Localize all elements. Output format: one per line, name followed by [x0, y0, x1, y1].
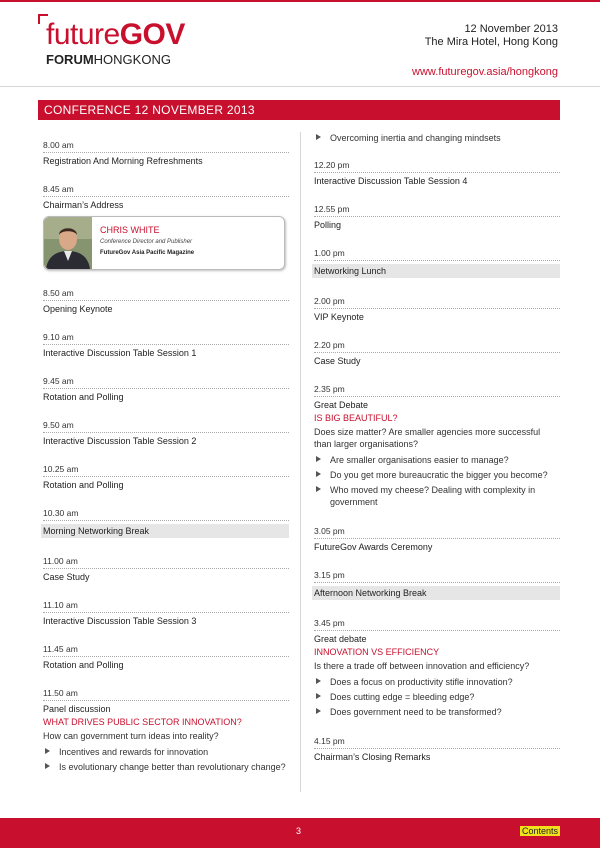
session-title: Case Study: [314, 356, 361, 366]
schedule-item: [43, 644, 289, 670]
logo-subtitle: [46, 53, 171, 67]
column-divider: [300, 132, 301, 792]
schedule-item: [43, 288, 289, 314]
bullet-triangle-icon: [316, 456, 321, 462]
session-title: Afternoon Networking Break: [312, 586, 560, 600]
bullet-text: Incentives and rewards for innovation: [59, 747, 209, 757]
session-title: Registration And Morning Refreshments: [43, 156, 203, 166]
session-subheading: IS BIG BEAUTIFUL?: [314, 413, 398, 423]
session-time: 1.00 pm: [314, 248, 560, 261]
session-title: Panel discussion: [43, 704, 111, 714]
schedule-item: [314, 204, 560, 230]
logo-gov: GOV: [119, 18, 185, 51]
schedule-item: [314, 736, 560, 762]
session-title: Polling: [314, 220, 342, 230]
event-date: 12 November 2013: [464, 23, 558, 35]
session-time: 8.45 am: [43, 184, 289, 197]
bullet-text: Who moved my cheese? Dealing with complexity in government: [330, 485, 536, 507]
logo-city: HONGKONG: [93, 52, 171, 67]
schedule-item: [314, 570, 560, 600]
bullet-text: Does a focus on productivity stifle innovation?: [330, 677, 513, 687]
session-time: 9.50 am: [43, 420, 289, 433]
session-title: Interactive Discussion Table Session 2: [43, 436, 197, 446]
session-time: 3.45 pm: [314, 618, 560, 631]
session-title: Opening Keynote: [43, 304, 113, 314]
schedule-item: [43, 600, 289, 626]
bullet-text: Does cutting edge = bleeding edge?: [330, 692, 475, 702]
session-time: 11.00 am: [43, 556, 289, 569]
avatar: [44, 217, 92, 269]
session-time: 11.45 am: [43, 644, 289, 657]
bullet-triangle-icon: [316, 134, 321, 140]
schedule-item: [43, 376, 289, 402]
session-time: 8.50 am: [43, 288, 289, 301]
bullet-text: Do you get more bureaucratic the bigger you become?: [330, 470, 548, 480]
logo-forum: FORUM: [46, 52, 94, 67]
session-time: 11.10 am: [43, 600, 289, 613]
schedule-item: [43, 140, 289, 166]
session-title: Interactive Discussion Table Session 3: [43, 616, 197, 626]
header-divider: [0, 86, 600, 87]
speaker-role: Conference Director and Publisher: [100, 239, 193, 245]
session-title: VIP Keynote: [314, 312, 364, 322]
bullet-text: Are smaller organisations easier to manage?: [330, 455, 509, 465]
schedule-item: [314, 384, 560, 508]
schedule-item: [43, 508, 289, 538]
session-title: Chairman’s Closing Remarks: [314, 752, 431, 762]
header-top-rule: [0, 0, 600, 2]
bullet-triangle-icon: [316, 471, 321, 477]
bullet-triangle-icon: [45, 763, 50, 769]
schedule-item: [43, 556, 289, 582]
schedule-item: [314, 340, 560, 366]
session-time: 4.15 pm: [314, 736, 560, 749]
session-title: Rotation and Polling: [43, 660, 124, 670]
session-description: Does size matter? Are smaller agencies more successful than larger organisations?: [314, 427, 541, 449]
speaker-photo: [44, 217, 92, 269]
bullet-item: [43, 746, 289, 758]
session-bullet-list: [314, 676, 560, 718]
logo-future: future: [46, 18, 120, 51]
session-title: Interactive Discussion Table Session 4: [314, 176, 468, 186]
session-description: How can government turn ideas into reality?: [43, 731, 219, 741]
bullet-triangle-icon: [316, 708, 321, 714]
session-subheading: INNOVATION VS EFFICIENCY: [314, 647, 440, 657]
schedule-item: [43, 332, 289, 358]
session-title: Chairman’s Address: [43, 200, 124, 210]
bullet-item: [314, 706, 560, 718]
session-title: Great debate: [314, 634, 367, 644]
bullet-triangle-icon: [316, 693, 321, 699]
session-time: 11.50 am: [43, 688, 289, 701]
schedule-item: [314, 248, 560, 278]
schedule-item: [43, 184, 289, 270]
conference-title-bar: [38, 100, 560, 120]
bullet-item: [314, 484, 560, 508]
session-time: 9.45 am: [43, 376, 289, 389]
bullet-text: Is evolutionary change better than revolutionary change?: [59, 762, 286, 772]
schedule-item: [314, 526, 560, 552]
session-title: Networking Lunch: [312, 264, 560, 278]
header: [0, 0, 600, 86]
speaker-name: CHRIS WHITE: [100, 225, 160, 235]
speaker-organization: FutureGov Asia Pacific Magazine: [100, 250, 195, 256]
session-title: Rotation and Polling: [43, 480, 124, 490]
session-time: 3.05 pm: [314, 526, 560, 539]
session-title: Case Study: [43, 572, 90, 582]
session-title: Interactive Discussion Table Session 1: [43, 348, 197, 358]
session-title: Rotation and Polling: [43, 392, 124, 402]
event-url-link[interactable]: www.futuregov.asia/hongkong: [412, 66, 558, 78]
session-description: Is there a trade off between innovation and efficiency?: [314, 661, 530, 671]
session-time: 12.20 pm: [314, 160, 560, 173]
right-column: [314, 128, 560, 762]
schedule-item: [43, 464, 289, 490]
bullet-item: [43, 761, 289, 773]
bullet-text: Overcoming inertia and changing mindsets: [330, 133, 501, 143]
schedule-item: [314, 160, 560, 186]
page-number: 3: [296, 826, 302, 836]
session-time: 2.20 pm: [314, 340, 560, 353]
session-time: 12.55 pm: [314, 204, 560, 217]
logo-wordmark: [46, 20, 185, 50]
session-time: 10.25 am: [43, 464, 289, 477]
event-venue: The Mira Hotel, Hong Kong: [424, 36, 558, 48]
footer: [0, 818, 600, 848]
session-time: 2.35 pm: [314, 384, 560, 397]
schedule-item: [314, 296, 560, 322]
schedule-item: [314, 618, 560, 718]
bullet-triangle-icon: [45, 748, 50, 754]
schedule-item: [43, 688, 289, 773]
session-title: Great Debate: [314, 400, 369, 410]
bullet-item: [314, 676, 560, 688]
bullet-triangle-icon: [316, 486, 321, 492]
session-time: 9.10 am: [43, 332, 289, 345]
contents-button[interactable]: Contents: [522, 826, 559, 836]
bullet-item: [314, 469, 560, 481]
session-time: 10.30 am: [43, 508, 289, 521]
session-bullet-list: [43, 746, 289, 773]
bullet-triangle-icon: [316, 678, 321, 684]
session-time: 8.00 am: [43, 140, 289, 153]
left-column: [43, 128, 289, 776]
session-time: 2.00 pm: [314, 296, 560, 309]
session-subheading: WHAT DRIVES PUBLIC SECTOR INNOVATION?: [43, 717, 242, 727]
session-time: 3.15 pm: [314, 570, 560, 583]
session-title: Morning Networking Break: [41, 524, 289, 538]
continued-bullets: [314, 132, 560, 144]
bullet-text: Does government need to be transformed?: [330, 707, 502, 717]
bullet-item: [314, 132, 560, 144]
speaker-card: [43, 216, 285, 270]
bullet-item: [314, 691, 560, 703]
bullet-item: [314, 454, 560, 466]
schedule-item: [43, 420, 289, 446]
session-title: FutureGov Awards Ceremony: [314, 542, 433, 552]
session-bullet-list: [314, 454, 560, 508]
conference-title: CONFERENCE 12 NOVEMBER 2013: [44, 103, 255, 117]
